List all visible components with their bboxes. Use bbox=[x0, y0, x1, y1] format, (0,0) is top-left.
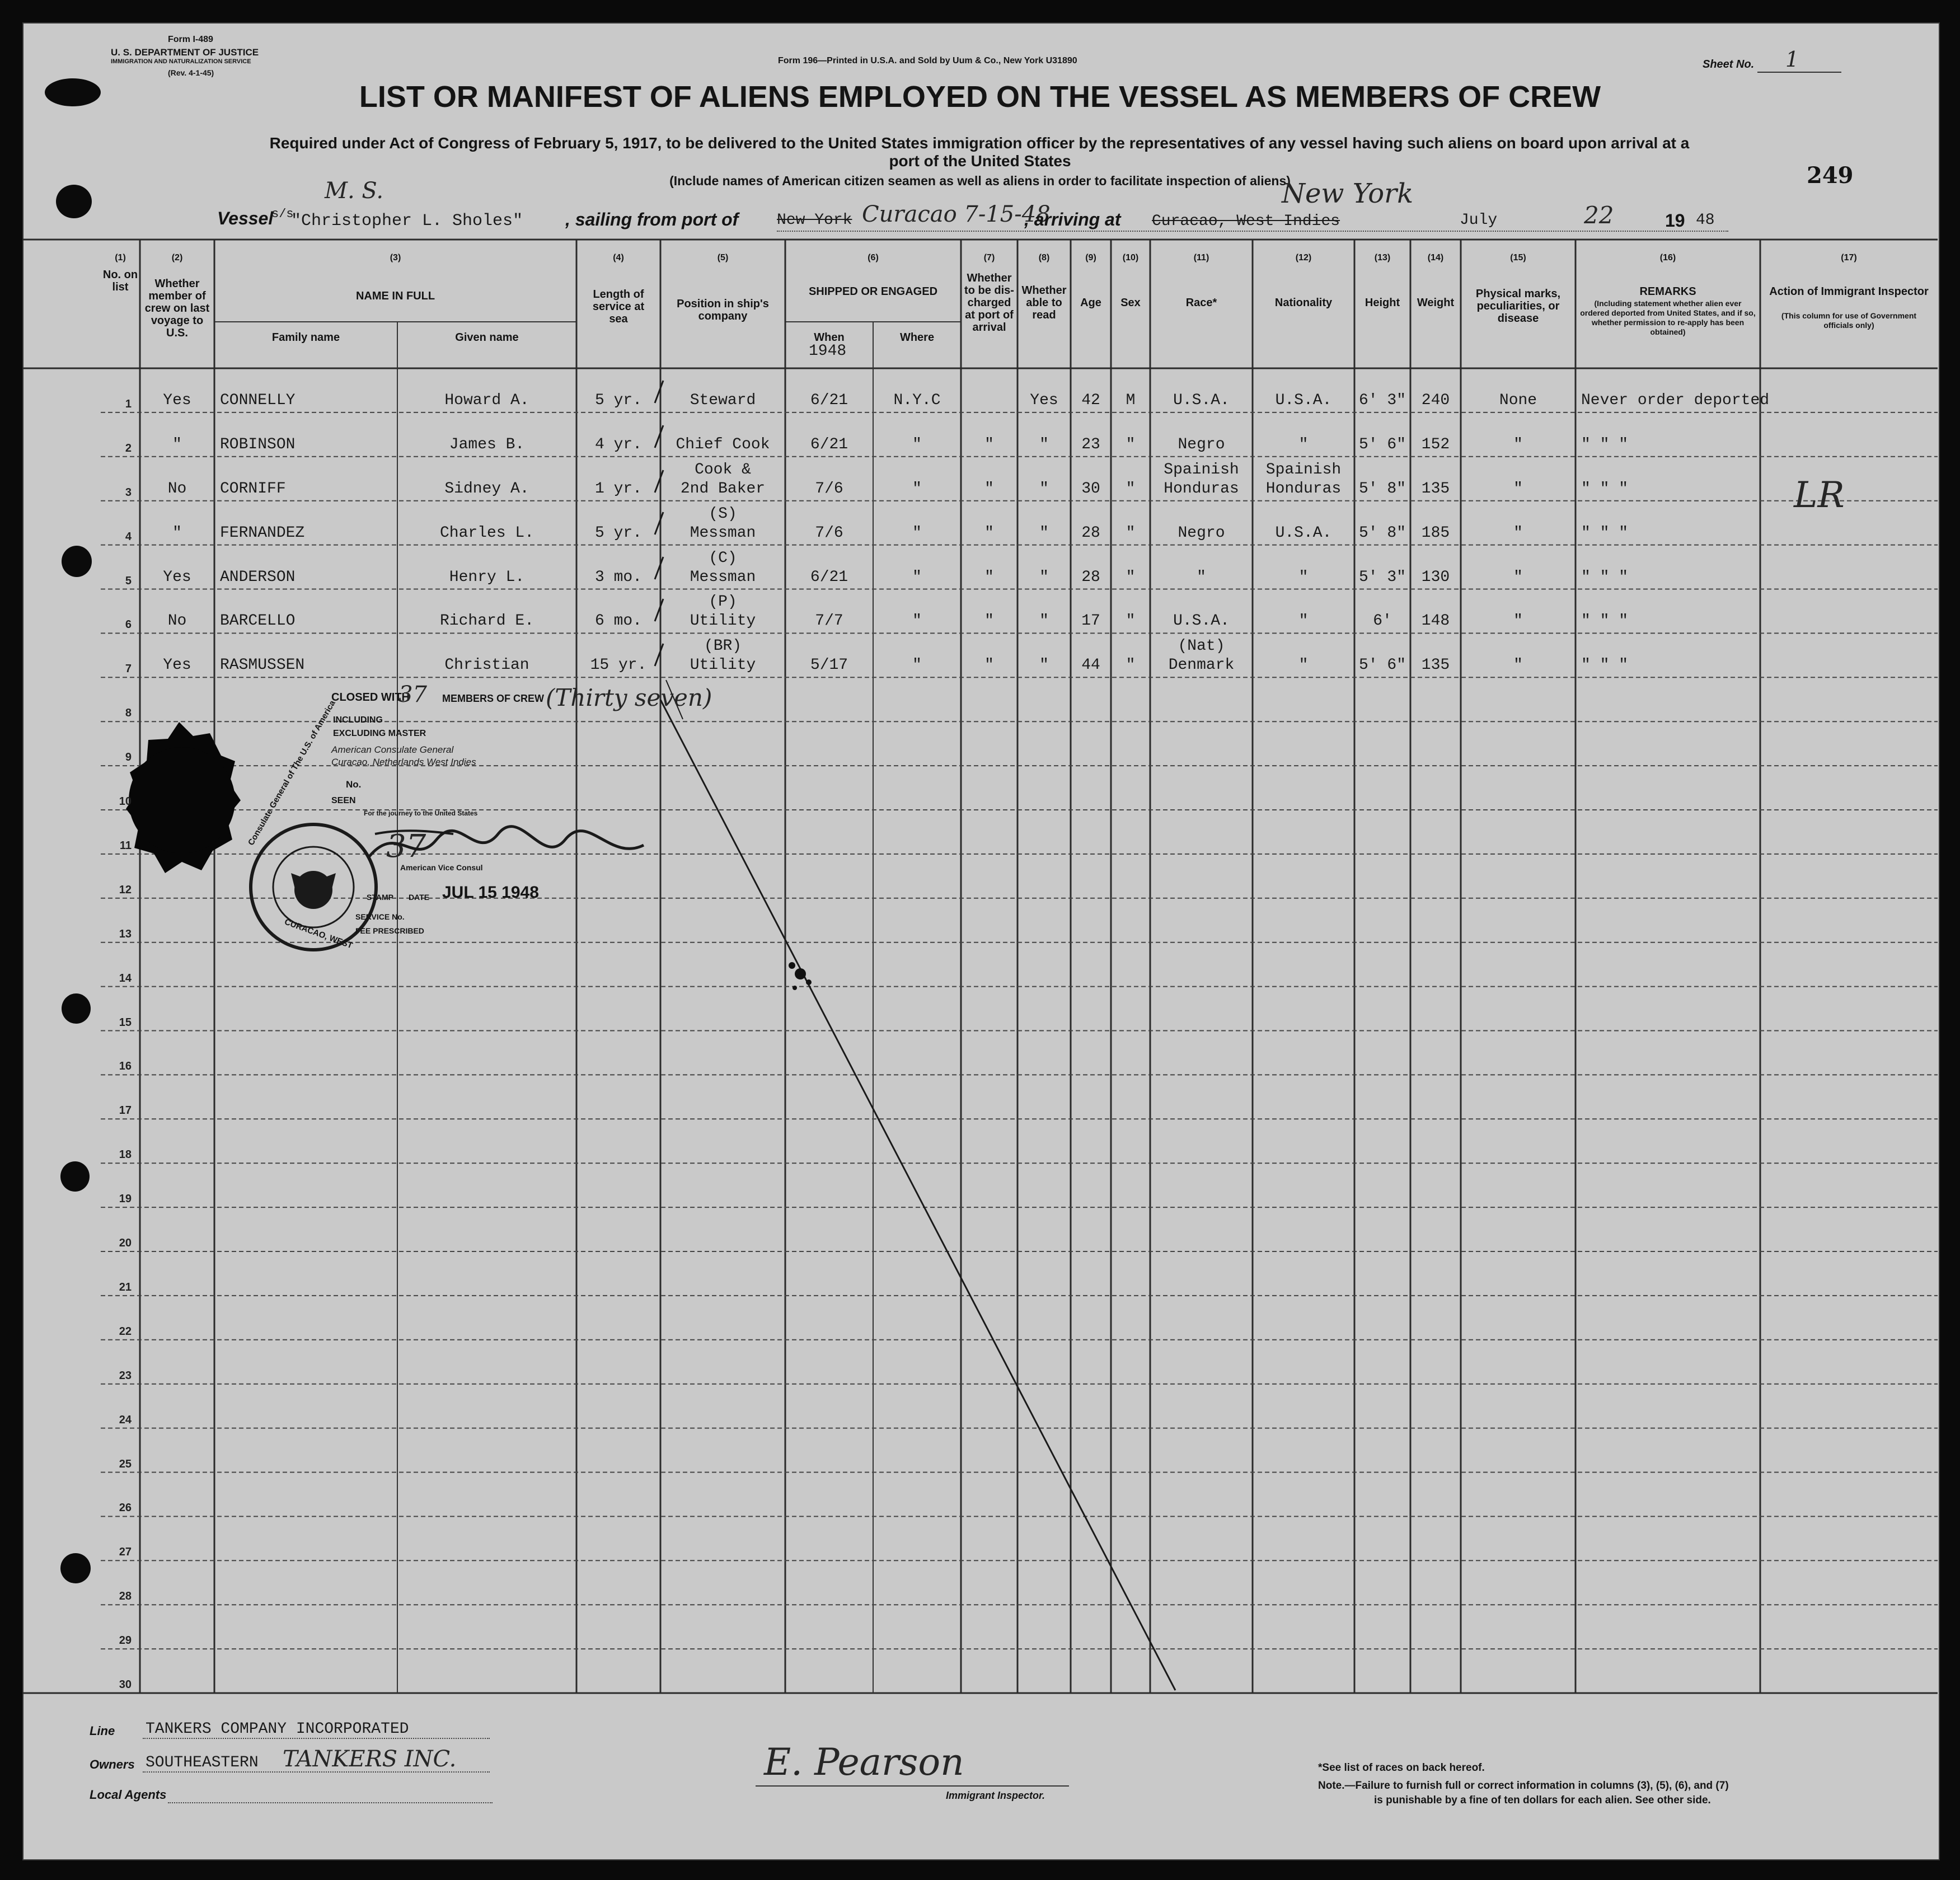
position: Chief Cook bbox=[676, 435, 770, 453]
remarks: " " " bbox=[1581, 524, 1629, 542]
subtitle-line-3: (Include names of American citizen seamen as well as aliens in order to facilitate inspection of aliens) bbox=[669, 174, 1291, 188]
nationality: U.S.A. bbox=[1275, 524, 1332, 542]
year-written: 1948 bbox=[809, 343, 847, 360]
member-last-voyage: Yes bbox=[163, 391, 191, 409]
row-number: 19 bbox=[119, 1193, 132, 1206]
weight: 240 bbox=[1421, 391, 1450, 409]
owners-handwritten: TANKERS INC. bbox=[283, 1746, 457, 1772]
shipped-where: " bbox=[912, 612, 922, 630]
service-length: 1 yr. bbox=[594, 480, 642, 498]
race: " bbox=[1197, 568, 1206, 586]
agents-underline bbox=[168, 1802, 493, 1803]
row-number: 6 bbox=[125, 618, 132, 631]
arriving-port: Curacao, West Indies bbox=[1152, 213, 1340, 230]
family-name: BARCELLO bbox=[220, 612, 296, 630]
shipped-where: " bbox=[912, 568, 922, 586]
col-head-shipped: SHIPPED OR ENGAGED bbox=[808, 285, 938, 298]
weight: 135 bbox=[1421, 657, 1450, 674]
sex: " bbox=[1126, 524, 1136, 542]
sex: " bbox=[1126, 435, 1136, 453]
arriving-port-handwritten: New York bbox=[1282, 178, 1414, 209]
vessel-label: Vessel bbox=[217, 208, 274, 228]
line-label: Line bbox=[90, 1724, 115, 1738]
service-length: 5 yr. bbox=[594, 391, 642, 409]
able-to-read: Yes bbox=[1030, 391, 1058, 409]
family-name: ANDERSON bbox=[220, 568, 296, 586]
nationality: " bbox=[1298, 612, 1309, 630]
sex: " bbox=[1126, 612, 1136, 630]
given-name: Richard E. bbox=[439, 612, 534, 630]
service-number-label: SERVICE No. bbox=[355, 912, 405, 921]
shipped-when: 6/21 bbox=[810, 391, 848, 409]
able-to-read: " bbox=[1039, 524, 1049, 542]
race: Negro bbox=[1178, 524, 1225, 542]
weight: 152 bbox=[1421, 435, 1450, 453]
remarks: " " " bbox=[1581, 612, 1629, 630]
remarks: " " " bbox=[1581, 657, 1629, 674]
members-of-crew: MEMBERS OF CREW bbox=[442, 693, 544, 704]
shipped-when: 7/6 bbox=[815, 480, 843, 498]
physical-marks: " bbox=[1513, 612, 1523, 630]
vessel-prefix: s/s bbox=[271, 207, 294, 221]
family-name: CONNELLY bbox=[220, 391, 296, 409]
race: U.S.A. bbox=[1173, 612, 1230, 630]
col-num-14: (14) bbox=[1427, 253, 1444, 262]
row-number: 23 bbox=[119, 1369, 132, 1382]
discharge-status: " bbox=[984, 524, 994, 542]
position-line-1: Cook & bbox=[695, 461, 751, 479]
signature-line bbox=[756, 1785, 1069, 1787]
family-name: ROBINSON bbox=[220, 435, 296, 453]
owners-value: SOUTHEASTERN bbox=[146, 1754, 259, 1771]
including: INCLUDING bbox=[333, 715, 383, 725]
member-last-voyage: Yes bbox=[163, 657, 191, 674]
service-length: 3 mo. bbox=[594, 568, 642, 586]
sex: " bbox=[1126, 480, 1136, 498]
department: U. S. DEPARTMENT OF JUSTICE bbox=[111, 47, 259, 58]
col-num-11: (11) bbox=[1193, 253, 1209, 262]
row-number: 30 bbox=[119, 1679, 132, 1691]
row-number: 22 bbox=[119, 1325, 132, 1338]
crew-count-words: (Thirty seven) bbox=[546, 684, 712, 711]
physical-marks: " bbox=[1513, 435, 1523, 453]
position-line-1: (S) bbox=[709, 505, 737, 523]
race: U.S.A. bbox=[1173, 391, 1230, 409]
crew-count: 37 bbox=[398, 682, 427, 707]
col-num-7: (7) bbox=[983, 253, 995, 262]
race: Denmark bbox=[1168, 657, 1235, 674]
row-number: 18 bbox=[119, 1148, 132, 1161]
physical-marks: " bbox=[1513, 568, 1523, 586]
height: 5' 8" bbox=[1358, 480, 1406, 498]
remarks: " " " bbox=[1581, 435, 1629, 453]
row-number: 4 bbox=[125, 530, 132, 543]
arrival-month: July bbox=[1460, 212, 1498, 229]
arriving-label: , arriving at bbox=[1024, 209, 1121, 229]
sex: M bbox=[1126, 391, 1136, 409]
age: 28 bbox=[1081, 524, 1100, 542]
shipped-where: " bbox=[912, 524, 922, 542]
vice-consul-signature: 37 bbox=[386, 828, 426, 865]
given-name: James B. bbox=[449, 435, 525, 453]
from-port: New York bbox=[777, 212, 852, 229]
remarks: " " " bbox=[1581, 480, 1629, 498]
col-head-service: Length of service at sea bbox=[592, 288, 645, 325]
race: Honduras bbox=[1164, 480, 1239, 498]
able-to-read: " bbox=[1039, 480, 1049, 498]
position: Messman bbox=[690, 568, 756, 586]
row-number: 11 bbox=[119, 839, 132, 852]
row-number: 24 bbox=[119, 1413, 132, 1426]
shipped-when: 5/17 bbox=[810, 657, 848, 674]
shipped-where: " bbox=[912, 657, 922, 674]
height: 5' 3" bbox=[1358, 568, 1406, 586]
sex: " bbox=[1126, 657, 1136, 674]
col-head-position: Position in ship's company bbox=[677, 298, 769, 322]
member-last-voyage: " bbox=[172, 435, 182, 453]
member-last-voyage: " bbox=[172, 524, 182, 542]
vice-consul-title: American Vice Consul bbox=[400, 863, 483, 872]
row-number: 5 bbox=[125, 574, 132, 587]
position: 2nd Baker bbox=[680, 480, 766, 498]
position: Utility bbox=[690, 612, 756, 630]
col-num-2: (2) bbox=[171, 253, 183, 262]
service-length: 15 yr. bbox=[590, 657, 647, 674]
able-to-read: " bbox=[1039, 435, 1049, 453]
age: 42 bbox=[1081, 391, 1100, 409]
able-to-read: " bbox=[1039, 657, 1049, 674]
nationality: Honduras bbox=[1265, 480, 1342, 498]
member-last-voyage: Yes bbox=[163, 568, 191, 586]
row-number: 26 bbox=[119, 1502, 132, 1515]
consulate-line-2: Curacao, Netherlands West Indies bbox=[331, 757, 476, 767]
col-head-remarks: REMARKS bbox=[1639, 285, 1696, 298]
form-number: Form I-489 bbox=[168, 35, 213, 44]
row-number: 2 bbox=[125, 442, 132, 454]
inspector-signature: E. Pearson bbox=[764, 1741, 964, 1784]
races-note: *See list of races on back hereof. bbox=[1318, 1762, 1485, 1774]
row-number: 25 bbox=[119, 1457, 132, 1470]
discharge-status: " bbox=[984, 480, 994, 498]
row-number: 21 bbox=[119, 1281, 132, 1293]
position-line-1: (P) bbox=[709, 593, 737, 611]
service-name: IMMIGRATION AND NATURALIZATION SERVICE bbox=[111, 58, 251, 65]
shipped-when: 6/21 bbox=[810, 568, 848, 586]
position: Utility bbox=[690, 657, 756, 674]
age: 23 bbox=[1081, 435, 1100, 453]
shipped-where: N.Y.C bbox=[893, 391, 941, 409]
vice-consul-signature-mark bbox=[364, 817, 655, 879]
age: 30 bbox=[1081, 480, 1100, 498]
shipped-when: 7/6 bbox=[815, 524, 843, 542]
given-name: Christian bbox=[444, 657, 529, 674]
col-num-15: (15) bbox=[1510, 253, 1526, 262]
position-line-1: (BR) bbox=[704, 637, 742, 655]
remarks-note: (Including statement whether alien ever ordered deported from United States, and if so, whether permission to re-apply has been obtained) bbox=[1580, 299, 1756, 336]
col-num-5: (5) bbox=[717, 253, 729, 262]
inspector-note: (This column for use of Government officials only) bbox=[1781, 311, 1917, 330]
penalty-note-2: is punishable by a fine of ten dollars for each alien. See other side. bbox=[1374, 1794, 1711, 1806]
arrival-day: 22 bbox=[1584, 201, 1614, 229]
col-head-discharged: Whether to be dis-charged at port of arrival bbox=[964, 272, 1014, 334]
discharge-status: " bbox=[984, 568, 994, 586]
col-head-physical-marks: Physical marks, peculiarities, or disease bbox=[1475, 288, 1561, 325]
stamp-label: STAMP bbox=[367, 893, 393, 902]
line-underline bbox=[143, 1738, 490, 1739]
col-head-sex: Sex bbox=[1120, 297, 1141, 309]
row-number: 1 bbox=[125, 397, 132, 410]
row-number: 12 bbox=[119, 883, 132, 896]
seal-text-bottom: CURACAO, WEST bbox=[283, 917, 354, 951]
col-head-inspector-action: Action of Immigrant Inspector bbox=[1769, 285, 1929, 298]
col-head-when: When bbox=[814, 331, 845, 344]
seen-label: SEEN bbox=[331, 796, 356, 805]
col-num-6: (6) bbox=[868, 253, 879, 262]
owners-underline bbox=[143, 1771, 490, 1773]
printer-line: Form 196—Printed in U.S.A. and Sold by Uum & Co., New York U31890 bbox=[778, 56, 1077, 65]
owners-label: Owners bbox=[90, 1757, 135, 1771]
member-last-voyage: No bbox=[167, 612, 187, 630]
inspector-initials: LR bbox=[1794, 475, 1845, 516]
row-number: 13 bbox=[119, 927, 132, 940]
row-number: 10 bbox=[119, 795, 132, 808]
col-num-8: (8) bbox=[1038, 253, 1050, 262]
col-num-12: (12) bbox=[1295, 253, 1312, 262]
col-num-4: (4) bbox=[613, 253, 624, 262]
col-head-number: No. on list bbox=[102, 269, 138, 293]
col-head-race: Race* bbox=[1185, 297, 1217, 309]
col-head-family-name: Family name bbox=[271, 331, 340, 344]
position: Steward bbox=[690, 391, 756, 409]
height: 5' 6" bbox=[1358, 657, 1406, 674]
stamp-number: 249 bbox=[1807, 162, 1854, 189]
row-number: 16 bbox=[119, 1060, 132, 1073]
race-line-1: (Nat) bbox=[1178, 637, 1225, 655]
vessel-name: "Christopher L. Sholes" bbox=[291, 212, 523, 231]
inspector-title: Immigrant Inspector. bbox=[946, 1790, 1045, 1801]
col-num-16: (16) bbox=[1659, 253, 1676, 262]
weight: 185 bbox=[1421, 524, 1450, 542]
physical-marks: " bbox=[1513, 524, 1523, 542]
col-head-age: Age bbox=[1080, 297, 1101, 309]
row-number: 7 bbox=[125, 663, 132, 676]
penalty-note-1: Note.—Failure to furnish full or correct information in columns (3), (5), (6), and (7) bbox=[1318, 1780, 1729, 1792]
nationality: " bbox=[1298, 657, 1309, 674]
arrival-year-prefix: 19 bbox=[1665, 210, 1685, 231]
col-head-height: Height bbox=[1365, 297, 1400, 309]
height: 5' 8" bbox=[1358, 524, 1406, 542]
shipped-where: " bbox=[912, 435, 922, 453]
date-label: DATE bbox=[409, 893, 430, 902]
col-head-where: Where bbox=[899, 331, 935, 344]
line-value: TANKERS COMPANY INCORPORATED bbox=[146, 1720, 409, 1738]
given-name: Charles L. bbox=[439, 524, 534, 542]
col-head-nationality: Nationality bbox=[1274, 297, 1333, 309]
remarks: Never order deported bbox=[1581, 391, 1770, 409]
row-number: 3 bbox=[125, 486, 132, 499]
discharge-status: " bbox=[984, 657, 994, 674]
consulate-line-1: American Consulate General bbox=[331, 744, 454, 755]
able-to-read: " bbox=[1039, 568, 1049, 586]
row-number: 29 bbox=[119, 1634, 132, 1647]
sheet-number: 1 bbox=[1785, 47, 1799, 72]
nationality: " bbox=[1298, 435, 1309, 453]
shipped-where: " bbox=[912, 480, 922, 498]
stamp-no-label: No. bbox=[346, 779, 362, 790]
row-number: 14 bbox=[119, 972, 132, 984]
row-number: 15 bbox=[119, 1016, 132, 1029]
service-length: 6 mo. bbox=[594, 612, 642, 630]
race-line-1: Spainish bbox=[1164, 461, 1239, 479]
height: 6' bbox=[1373, 612, 1392, 630]
shipped-when: 6/21 bbox=[810, 435, 848, 453]
given-name: Sidney A. bbox=[444, 480, 529, 498]
age: 28 bbox=[1081, 568, 1100, 586]
able-to-read: " bbox=[1039, 612, 1049, 630]
fee-prescribed: FEE PRESCRIBED bbox=[355, 926, 424, 935]
discharge-status: " bbox=[984, 435, 994, 453]
age: 44 bbox=[1081, 657, 1100, 674]
stamp-date: JUL 15 1948 bbox=[442, 883, 539, 902]
form-title: LIST OR MANIFEST OF ALIENS EMPLOYED ON THE VESSEL AS MEMBERS OF CREW bbox=[359, 80, 1601, 114]
row-number: 28 bbox=[119, 1590, 132, 1603]
row-number: 8 bbox=[125, 707, 132, 720]
excluding-master: EXCLUDING MASTER bbox=[333, 729, 426, 738]
weight: 135 bbox=[1421, 480, 1450, 498]
physical-marks: None bbox=[1499, 391, 1537, 409]
weight: 148 bbox=[1421, 612, 1450, 630]
height: 5' 6" bbox=[1358, 435, 1406, 453]
col-head-member: Whether member of crew on last voyage to U.S. bbox=[144, 278, 210, 339]
col-head-name: NAME IN FULL bbox=[355, 290, 435, 302]
journey-label: For the journey to the United States bbox=[364, 809, 478, 817]
col-num-3: (3) bbox=[390, 253, 401, 262]
height: 6' 3" bbox=[1358, 391, 1406, 409]
service-length: 4 yr. bbox=[594, 435, 642, 453]
col-head-given-name: Given name bbox=[455, 331, 519, 344]
race: Negro bbox=[1178, 435, 1225, 453]
col-head-read: Whether able to read bbox=[1021, 284, 1067, 321]
closed-with: CLOSED WITH bbox=[331, 691, 410, 704]
col-num-17: (17) bbox=[1841, 253, 1857, 262]
col-num-9: (9) bbox=[1085, 253, 1096, 262]
seal-text: Consulate General of The U.S. of America bbox=[246, 698, 337, 847]
nationality: " bbox=[1298, 568, 1309, 586]
discharge-status: " bbox=[984, 612, 994, 630]
sheet-label: Sheet No. bbox=[1703, 58, 1755, 71]
position-line-1: (C) bbox=[709, 549, 737, 567]
form-revision: (Rev. 4-1-45) bbox=[168, 68, 214, 77]
physical-marks: " bbox=[1513, 480, 1523, 498]
row-number: 17 bbox=[119, 1104, 132, 1117]
service-length: 5 yr. bbox=[594, 524, 642, 542]
col-num-13: (13) bbox=[1374, 253, 1391, 262]
nationality: U.S.A. bbox=[1275, 391, 1332, 409]
from-port-handwritten: Curacao 7-15-48 bbox=[862, 201, 1051, 227]
family-name: RASMUSSEN bbox=[220, 657, 305, 674]
col-num-1: (1) bbox=[115, 253, 126, 262]
given-name: Howard A. bbox=[444, 391, 529, 409]
subtitle-line-1: Required under Act of Congress of February 5, 1917, to be delivered to the United States immigration officer by the representatives of any vessel having such aliens on board upon arrival at a bbox=[269, 134, 1690, 152]
weight: 130 bbox=[1421, 568, 1450, 586]
col-head-weight: Weight bbox=[1417, 297, 1455, 309]
sailing-label: , sailing from port of bbox=[565, 209, 739, 229]
physical-marks: " bbox=[1513, 657, 1523, 674]
sex: " bbox=[1126, 568, 1136, 586]
nationality-line-1: Spainish bbox=[1265, 461, 1342, 479]
arrival-year: 48 bbox=[1696, 212, 1715, 229]
member-last-voyage: No bbox=[167, 480, 187, 498]
agents-label: Local Agents bbox=[90, 1788, 167, 1802]
row-number: 27 bbox=[119, 1546, 132, 1559]
row-number: 9 bbox=[125, 751, 132, 764]
remarks: " " " bbox=[1581, 568, 1629, 586]
col-num-10: (10) bbox=[1122, 253, 1139, 262]
position: Messman bbox=[690, 524, 756, 542]
vessel-prefix-handwritten: M. S. bbox=[325, 178, 384, 204]
given-name: Henry L. bbox=[449, 568, 525, 586]
row-number: 20 bbox=[119, 1237, 132, 1249]
subtitle-line-2: port of the United States bbox=[889, 152, 1071, 170]
family-name: CORNIFF bbox=[220, 480, 286, 498]
shipped-when: 7/7 bbox=[815, 612, 843, 630]
family-name: FERNANDEZ bbox=[220, 524, 305, 542]
age: 17 bbox=[1081, 612, 1100, 630]
